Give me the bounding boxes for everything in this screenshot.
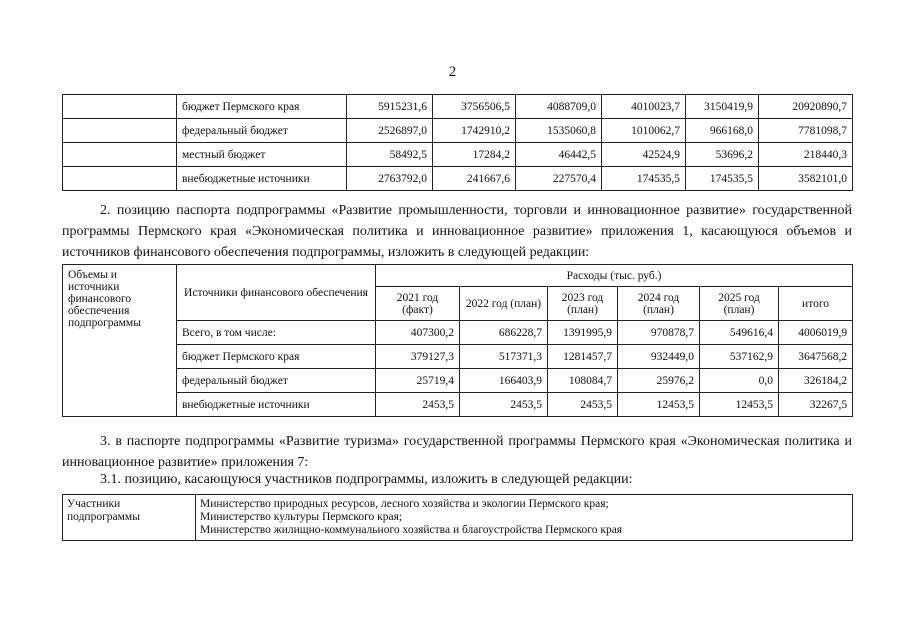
table-row bbox=[63, 119, 853, 143]
value-cell: 174535,5 bbox=[686, 167, 759, 191]
participants-table bbox=[62, 494, 853, 541]
participants-list bbox=[196, 495, 853, 541]
total-cell: 326184,2 bbox=[779, 369, 853, 393]
participant-item: Министерство культуры Пермского края; bbox=[200, 511, 403, 523]
source-label: местный бюджет bbox=[177, 143, 347, 167]
paragraph-2 bbox=[62, 200, 852, 263]
empty-cell bbox=[63, 167, 177, 191]
financing-table bbox=[62, 264, 853, 417]
table-row bbox=[63, 143, 853, 167]
value-cell: 17284,2 bbox=[433, 143, 516, 167]
value-cell: 0,0 bbox=[700, 369, 779, 393]
value-cell: 166403,9 bbox=[460, 369, 548, 393]
source-label: федеральный бюджет bbox=[177, 369, 376, 393]
table-row bbox=[63, 345, 853, 369]
value-cell: 517371,3 bbox=[460, 345, 548, 369]
participants-label: Участники подпрограммы bbox=[63, 495, 196, 541]
source-label: федеральный бюджет bbox=[177, 119, 347, 143]
total-cell: 218440,3 bbox=[759, 143, 853, 167]
expenses-header: Расходы (тыс. руб.) bbox=[376, 265, 853, 287]
total-cell: 32267,5 bbox=[779, 393, 853, 417]
value-cell: 2526897,0 bbox=[347, 119, 433, 143]
value-cell: 241667,6 bbox=[433, 167, 516, 191]
value-cell: 12453,5 bbox=[618, 393, 700, 417]
value-cell: 3150419,9 bbox=[686, 95, 759, 119]
value-cell: 1391995,9 bbox=[548, 321, 618, 345]
table-row bbox=[63, 321, 853, 345]
value-cell: 5915231,6 bbox=[347, 95, 433, 119]
empty-cell bbox=[63, 119, 177, 143]
year-header: 2023 год (план) bbox=[548, 287, 618, 321]
value-cell: 174535,5 bbox=[602, 167, 686, 191]
value-cell: 25976,2 bbox=[618, 369, 700, 393]
value-cell: 46442,5 bbox=[516, 143, 602, 167]
paragraph-3-1-text: 3.1. позицию, касающуюся участников подпрограммы, изложить в следующей редакции: bbox=[100, 472, 633, 487]
source-label: внебюджетные источники bbox=[177, 393, 376, 417]
source-label: бюджет Пермского края bbox=[177, 345, 376, 369]
value-cell: 1010062,7 bbox=[602, 119, 686, 143]
sources-header: Источники финансового обеспечения bbox=[177, 265, 376, 321]
value-cell: 58492,5 bbox=[347, 143, 433, 167]
paragraph-3-1 bbox=[62, 469, 852, 490]
value-cell: 2763792,0 bbox=[347, 167, 433, 191]
value-cell: 4010023,7 bbox=[602, 95, 686, 119]
value-cell: 686228,7 bbox=[460, 321, 548, 345]
table-row bbox=[63, 95, 853, 119]
source-label: внебюджетные источники bbox=[177, 167, 347, 191]
value-cell: 1281457,7 bbox=[548, 345, 618, 369]
table-row bbox=[63, 167, 853, 191]
value-cell: 970878,7 bbox=[618, 321, 700, 345]
value-cell: 2453,5 bbox=[460, 393, 548, 417]
paragraph-3-text: 3. в паспорте подпрограммы «Развитие туризма» государственной программы Пермского края «Экономическая политика и инновационное развитие» приложения 7: bbox=[62, 434, 852, 470]
value-cell: 1742910,2 bbox=[433, 119, 516, 143]
table-row bbox=[63, 495, 853, 541]
value-cell: 42524,9 bbox=[602, 143, 686, 167]
value-cell: 4088709,0 bbox=[516, 95, 602, 119]
total-cell: 4006019,9 bbox=[779, 321, 853, 345]
total-header: итого bbox=[779, 287, 853, 321]
empty-cell bbox=[63, 143, 177, 167]
value-cell: 227570,4 bbox=[516, 167, 602, 191]
year-header: 2024 год (план) bbox=[618, 287, 700, 321]
year-header: 2022 год (план) bbox=[460, 287, 548, 321]
table-row bbox=[63, 369, 853, 393]
paragraph-3 bbox=[62, 431, 852, 473]
value-cell: 12453,5 bbox=[700, 393, 779, 417]
paragraph-2-text: 2. позицию паспорта подпрограммы «Развитие промышленности, торговли и инновационное развитие» государственной программы Пермского края «Экономическая политика и инновационное развитие» приложения 1, касающуюся объемов и источников финансового обеспечения подпрограммы, изложить в следующей редакции: bbox=[62, 203, 852, 260]
table-row bbox=[63, 393, 853, 417]
table-header-row bbox=[63, 265, 853, 287]
financing-label: Объемы и источники финансового обеспечения подпрограммы bbox=[63, 265, 177, 417]
value-cell: 3756506,5 bbox=[433, 95, 516, 119]
year-header: 2021 год (факт) bbox=[376, 287, 460, 321]
value-cell: 549616,4 bbox=[700, 321, 779, 345]
source-label: Всего, в том числе: bbox=[177, 321, 376, 345]
value-cell: 966168,0 bbox=[686, 119, 759, 143]
budget-table-continued bbox=[62, 94, 853, 191]
total-cell: 3647568,2 bbox=[779, 345, 853, 369]
empty-cell bbox=[63, 95, 177, 119]
value-cell: 932449,0 bbox=[618, 345, 700, 369]
value-cell: 379127,3 bbox=[376, 345, 460, 369]
participant-item: Министерство жилищно-коммунального хозяйства и благоустройства Пермского края bbox=[200, 524, 623, 536]
value-cell: 407300,2 bbox=[376, 321, 460, 345]
source-label: бюджет Пермского края bbox=[177, 95, 347, 119]
value-cell: 2453,5 bbox=[376, 393, 460, 417]
value-cell: 108084,7 bbox=[548, 369, 618, 393]
value-cell: 537162,9 bbox=[700, 345, 779, 369]
participant-item: Министерство природных ресурсов, лесного хозяйства и экологии Пермского края; bbox=[200, 498, 609, 510]
value-cell: 25719,4 bbox=[376, 369, 460, 393]
total-cell: 7781098,7 bbox=[759, 119, 853, 143]
year-header: 2025 год (план) bbox=[700, 287, 779, 321]
value-cell: 1535060,8 bbox=[516, 119, 602, 143]
total-cell: 3582101,0 bbox=[759, 167, 853, 191]
total-cell: 20920890,7 bbox=[759, 95, 853, 119]
value-cell: 53696,2 bbox=[686, 143, 759, 167]
value-cell: 2453,5 bbox=[548, 393, 618, 417]
page-number: 2 bbox=[448, 64, 457, 80]
